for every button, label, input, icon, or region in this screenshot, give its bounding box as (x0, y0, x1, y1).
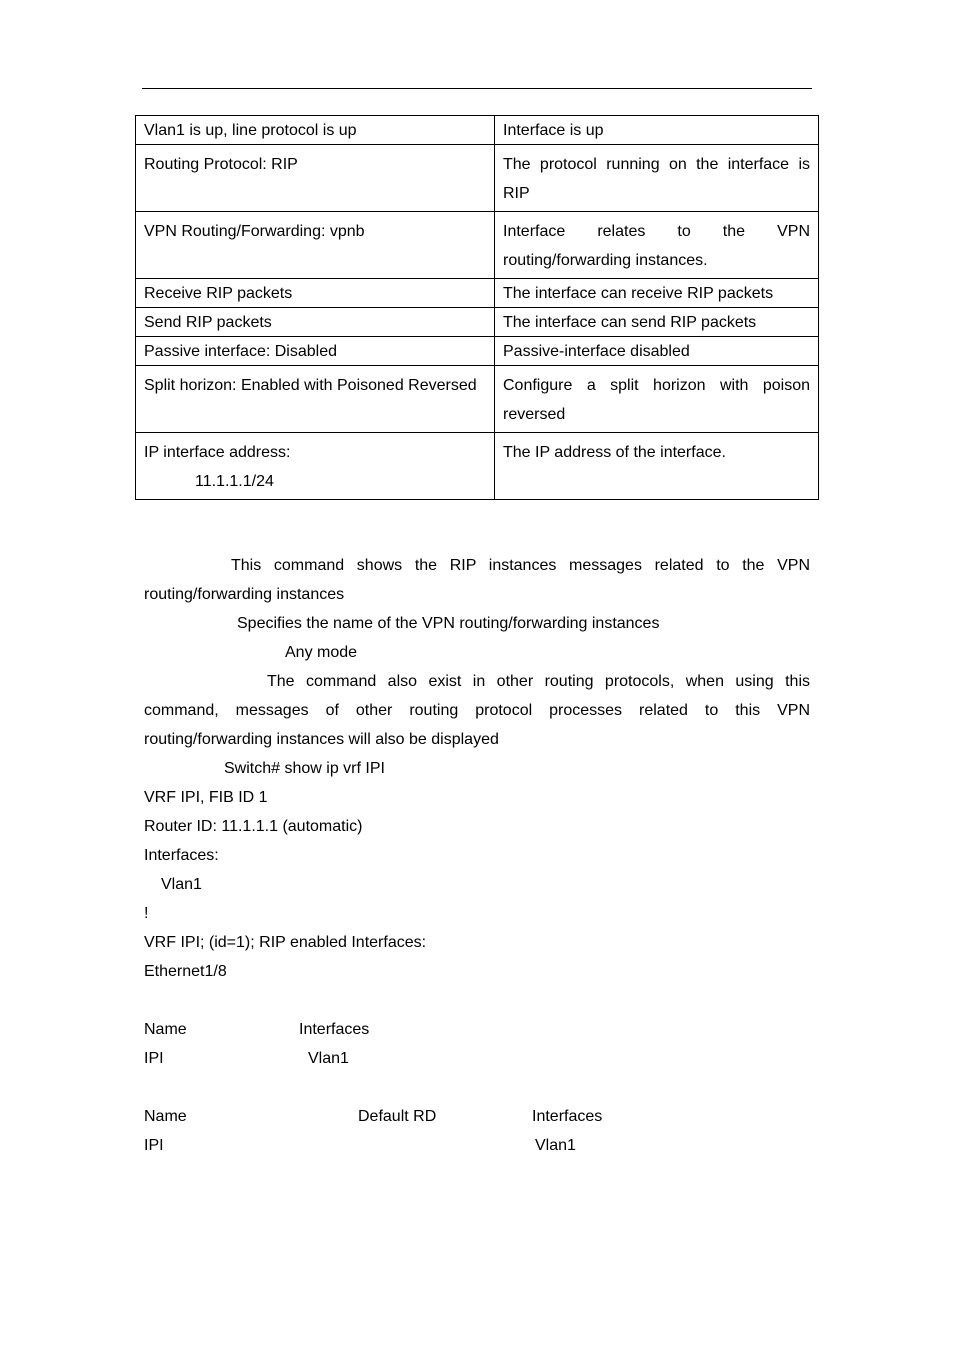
output-line: Ethernet1/8 (144, 963, 227, 980)
mode-text: Any mode (285, 644, 358, 661)
output-line: Vlan1 (161, 876, 202, 893)
spacer (144, 986, 810, 1015)
field-cell: Vlan1 is up, line protocol is up (136, 116, 495, 145)
cell-interfaces: Vlan1 (308, 1050, 349, 1067)
parameter-text: Specifies the name of the VPN routing/forwarding instances (237, 615, 660, 632)
table-row (136, 433, 819, 500)
description-cell: Passive-interface disabled (495, 337, 819, 366)
field-label: IP interface address: (144, 444, 291, 461)
table-row (136, 212, 819, 279)
output-line: Interfaces: (144, 847, 219, 864)
example-command: Switch# show ip vrf IPI (224, 760, 385, 777)
command-section (144, 551, 810, 1160)
description-cell: The protocol running on the interface is RIP (495, 145, 819, 212)
table-row (136, 366, 819, 433)
table-row (136, 308, 819, 337)
description-cell: Interface is up (495, 116, 819, 145)
field-cell (136, 433, 495, 500)
field-cell: Receive RIP packets (136, 279, 495, 308)
output-line: VRF IPI, FIB ID 1 (144, 789, 268, 806)
output-line: VRF IPI; (id=1); RIP enabled Interfaces: (144, 934, 427, 951)
column-header-name: Name (144, 1021, 187, 1038)
output-line: Router ID: 11.1.1.1 (automatic) (144, 818, 363, 835)
field-cell: Routing Protocol: RIP (136, 145, 495, 212)
field-description-table (135, 115, 819, 500)
column-header-name: Name (144, 1108, 187, 1125)
column-header-interfaces: Interfaces (299, 1021, 370, 1038)
usage-text: The command also exist in other routing protocols, when using this command, messages of other routing protocol processes related to this VPN routing/forwarding instances will also be displayed (144, 673, 810, 748)
description-cell: The IP address of the interface. (495, 433, 819, 500)
cell-name: IPI (144, 1137, 164, 1154)
table-row (136, 116, 819, 145)
field-cell: Split horizon: Enabled with Poisoned Reversed (136, 366, 495, 433)
column-header-interfaces: Interfaces (532, 1108, 603, 1125)
description-cell: The interface can receive RIP packets (495, 279, 819, 308)
output-line: ! (144, 905, 149, 922)
field-cell: Send RIP packets (136, 308, 495, 337)
spacer (144, 1073, 810, 1102)
description-cell: The interface can send RIP packets (495, 308, 819, 337)
header-rule (142, 88, 812, 89)
function-text: This command shows the RIP instances messages related to the VPN routing/forwarding instances (144, 557, 810, 603)
output-table-row (144, 1131, 810, 1160)
field-cell: Passive interface: Disabled (136, 337, 495, 366)
description-cell: Configure a split horizon with poison reversed (495, 366, 819, 433)
cell-interfaces: Vlan1 (535, 1137, 576, 1154)
description-cell: Interface relates to the VPN routing/forwarding instances. (495, 212, 819, 279)
field-cell: VPN Routing/Forwarding: vpnb (136, 212, 495, 279)
field-value: 11.1.1.1/24 (195, 473, 274, 490)
table-row (136, 337, 819, 366)
output-table-header (144, 1102, 810, 1131)
table-row (136, 145, 819, 212)
column-header-default-rd: Default RD (358, 1108, 437, 1125)
table-row (136, 279, 819, 308)
cell-name: IPI (144, 1050, 164, 1067)
output-table-row (144, 1044, 810, 1073)
output-table-header (144, 1015, 810, 1044)
